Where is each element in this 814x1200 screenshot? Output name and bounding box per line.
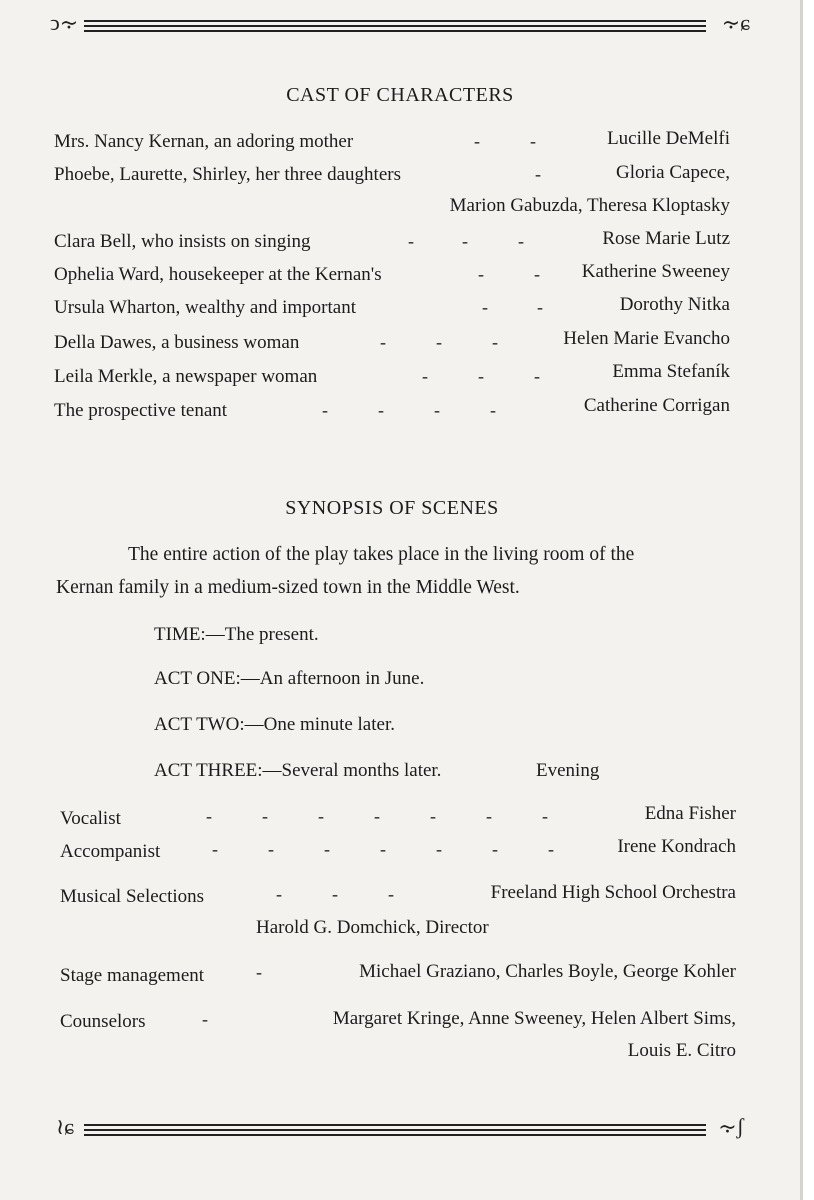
separator-dash: - — [388, 884, 394, 904]
counselors-names: Margaret Kringe, Anne Sweeney, Helen Albert Sims, — [332, 1008, 736, 1029]
scroll-ornament-icon: ⸟ɕ — [721, 10, 750, 35]
separator-dash: - — [256, 962, 262, 982]
counselors-names-continued: Louis E. Citro — [627, 1040, 736, 1061]
separator-dash: - — [478, 366, 484, 386]
separator-dash: - — [268, 839, 274, 859]
vocalist-label: Vocalist — [60, 808, 121, 829]
top-ornamental-rule — [50, 8, 750, 48]
cast-actor: Catherine Corrigan — [583, 395, 730, 416]
separator-dash: - — [535, 164, 541, 184]
cast-role: Della Dawes, a business woman — [54, 332, 300, 353]
separator-dash: - — [202, 1009, 208, 1029]
separator-dash: - — [537, 297, 543, 317]
cast-actor: Marion Gabuzda, Theresa Kloptasky — [449, 195, 730, 216]
separator-dash: - — [322, 400, 328, 420]
separator-dash: - — [478, 264, 484, 284]
musical-director: Harold G. Domchick, Director — [256, 917, 489, 938]
cast-role: The prospective tenant — [54, 400, 228, 421]
separator-dash: - — [276, 884, 282, 904]
separator-dash: - — [378, 400, 384, 420]
musical-selections-name: Freeland High School Orchestra — [490, 882, 736, 903]
vocalist-name: Edna Fisher — [644, 803, 736, 824]
separator-dash: - — [474, 131, 480, 151]
cast-heading: CAST OF CHARACTERS — [286, 84, 514, 106]
cast-role: Ophelia Ward, housekeeper at the Kernan's — [54, 264, 382, 285]
separator-dash: - — [486, 806, 492, 826]
accompanist-label: Accompanist — [60, 841, 161, 862]
cast-actor: Gloria Capece, — [616, 162, 730, 183]
cast-actor: Katherine Sweeney — [581, 261, 730, 282]
counselors-label: Counselors — [60, 1011, 146, 1032]
separator-dash: - — [212, 839, 218, 859]
scene-act-three-extra: Evening — [536, 760, 600, 781]
scene-act-one: ACT ONE:—An afternoon in June. — [154, 668, 425, 689]
scroll-ornament-icon: ↄ⸟ — [50, 10, 79, 35]
separator-dash: - — [324, 839, 330, 859]
cast-actor: Dorothy Nitka — [619, 294, 730, 315]
separator-dash: - — [422, 366, 428, 386]
separator-dash: - — [530, 131, 536, 151]
separator-dash: - — [332, 884, 338, 904]
cast-role: Phoebe, Laurette, Shirley, her three daughters — [54, 164, 401, 185]
cast-actor: Rose Marie Lutz — [602, 228, 730, 249]
separator-dash: - — [518, 231, 524, 251]
separator-dash: - — [430, 806, 436, 826]
scene-act-two: ACT TWO:—One minute later. — [154, 714, 395, 735]
synopsis-paragraph-line: The entire action of the play takes place in the living room of the — [128, 544, 635, 565]
bottom-ornamental-rule — [50, 1112, 750, 1152]
cast-actor: Emma Stefaník — [612, 361, 730, 382]
cast-role: Mrs. Nancy Kernan, an adoring mother — [54, 131, 354, 152]
separator-dash: - — [374, 806, 380, 826]
cast-role: Clara Bell, who insists on singing — [54, 231, 311, 252]
synopsis-heading: SYNOPSIS OF SCENES — [285, 497, 499, 519]
scene-act-three: ACT THREE:—Several months later. — [154, 760, 442, 781]
scroll-ornament-icon: ⸟ʃ — [718, 1114, 744, 1139]
stage-management-label: Stage management — [60, 965, 205, 986]
separator-dash: - — [482, 297, 488, 317]
separator-dash: - — [318, 806, 324, 826]
separator-dash: - — [492, 332, 498, 352]
musical-selections-label: Musical Selections — [60, 886, 205, 907]
separator-dash: - — [534, 366, 540, 386]
separator-dash: - — [380, 332, 386, 352]
separator-dash: - — [408, 231, 414, 251]
separator-dash: - — [436, 332, 442, 352]
separator-dash: - — [490, 400, 496, 420]
separator-dash: - — [206, 806, 212, 826]
separator-dash: - — [542, 806, 548, 826]
separator-dash: - — [436, 839, 442, 859]
separator-dash: - — [262, 806, 268, 826]
cast-role: Ursula Wharton, wealthy and important — [54, 297, 356, 318]
separator-dash: - — [434, 400, 440, 420]
scroll-ornament-icon: ≀ɕ — [56, 1114, 75, 1139]
separator-dash: - — [548, 839, 554, 859]
synopsis-paragraph-line: Kernan family in a medium-sized town in the Middle West. — [56, 577, 520, 598]
cast-role: Leila Merkle, a newspaper woman — [54, 366, 318, 387]
scene-time: TIME:—The present. — [154, 624, 319, 645]
cast-actor: Helen Marie Evancho — [563, 328, 730, 349]
separator-dash: - — [534, 264, 540, 284]
stage-management-names: Michael Graziano, Charles Boyle, George Kohler — [359, 961, 736, 982]
separator-dash: - — [462, 231, 468, 251]
accompanist-name: Irene Kondrach — [617, 836, 736, 857]
separator-dash: - — [492, 839, 498, 859]
separator-dash: - — [380, 839, 386, 859]
cast-actor: Lucille DeMelfi — [607, 128, 730, 149]
